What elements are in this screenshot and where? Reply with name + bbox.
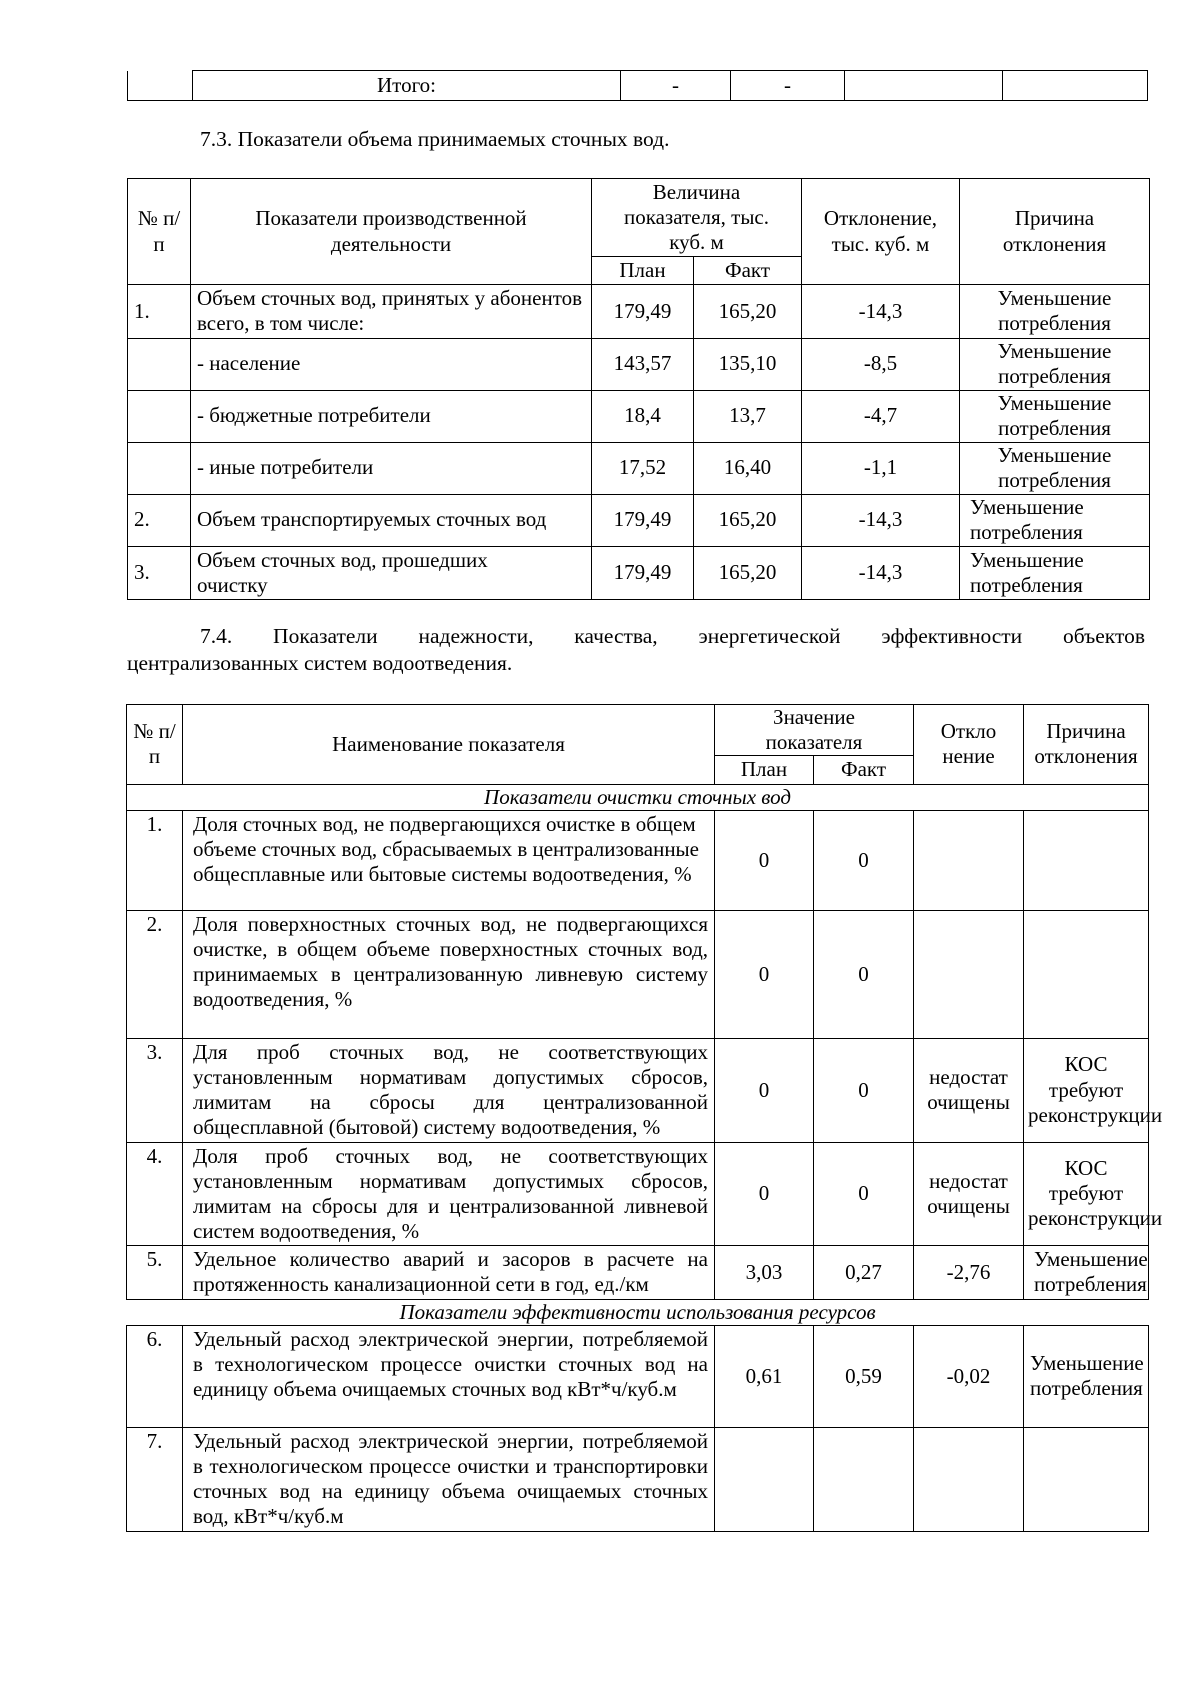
row-plan: 179,49	[592, 494, 694, 546]
row-plan: 17,52	[592, 442, 694, 494]
table-row	[127, 1246, 1149, 1299]
row-plan: 0,61	[715, 1325, 814, 1427]
header-plan: План	[592, 257, 694, 285]
table-row	[127, 1142, 1149, 1246]
row-name: Для проб сточных вод, не соответствующих установленным нормативам допустимых сбросов, лимитам на сбросы для централизованной общесплавной (бытовой) систему водоотведения, %	[183, 1038, 715, 1142]
row-name: Объем транспортируемых сточных вод	[191, 494, 592, 546]
row-fact: 0,59	[814, 1325, 914, 1427]
table-row	[128, 338, 1150, 390]
row-fact: 0	[814, 910, 914, 1038]
itogo-plan: -	[621, 71, 731, 101]
row-dev: -2,76	[914, 1246, 1024, 1299]
table-row	[128, 494, 1150, 546]
table-row	[128, 442, 1150, 494]
row-dev: -14,3	[802, 494, 960, 546]
header-value-group: Значение показателя	[715, 705, 914, 756]
row-num	[128, 338, 191, 390]
row-name: - иные потребители	[191, 442, 592, 494]
table-74	[126, 704, 1163, 1532]
row-num	[128, 442, 191, 494]
header-reason: Причина отклонения	[1024, 705, 1149, 785]
table-row	[128, 546, 1150, 599]
row-fact: 13,7	[694, 390, 802, 442]
row-plan: 0	[715, 1038, 814, 1142]
row-dev: -14,3	[802, 285, 960, 338]
row-plan: 143,57	[592, 338, 694, 390]
row-reason: Уменьшение потребления	[960, 285, 1150, 338]
row-plan: 179,49	[592, 546, 694, 599]
row-num: 3.	[128, 546, 191, 599]
row-dev: недостат очищены	[914, 1038, 1024, 1142]
table-row	[128, 390, 1150, 442]
row-plan: 0	[715, 810, 814, 910]
header-deviation: Откло нение	[914, 705, 1024, 785]
itogo-empty-cell	[128, 71, 193, 101]
row-num: 2.	[127, 910, 183, 1038]
row-dev: -8,5	[802, 338, 960, 390]
itogo-label: Итого:	[193, 71, 621, 101]
row-reason: Уменьшение потребления	[960, 494, 1150, 546]
row-reason: Уменьшение потребления	[960, 390, 1150, 442]
row-plan: 3,03	[715, 1246, 814, 1299]
row-fact: 135,10	[694, 338, 802, 390]
row-name: Удельное количество аварий и засоров в расчете на протяженность канализационной сети в год, ед./км	[183, 1246, 715, 1299]
row-reason	[1024, 810, 1149, 910]
header-num: № п/п	[128, 179, 191, 285]
row-reason: Уменьшение потребления	[1024, 1325, 1149, 1427]
header-deviation: Отклонение, тыс. куб. м	[802, 179, 960, 285]
row-num: 6.	[127, 1325, 183, 1427]
header-name: Наименование показателя	[183, 705, 715, 785]
row-dev	[914, 1427, 1024, 1531]
row-fact: 165,20	[694, 494, 802, 546]
table-row	[127, 1038, 1149, 1142]
row-fact: 0	[814, 810, 914, 910]
row-reason	[1024, 1427, 1149, 1531]
row-fact: 0	[814, 1142, 914, 1246]
row-reason	[1024, 910, 1149, 1038]
row-num: 4.	[127, 1142, 183, 1246]
row-num: 3.	[127, 1038, 183, 1142]
row-fact: 16,40	[694, 442, 802, 494]
row-fact: 165,20	[694, 285, 802, 338]
section-73-heading: 7.3. Показатели объема принимаемых сточных вод.	[200, 127, 670, 151]
itogo-reason	[1003, 71, 1148, 101]
row-fact: 165,20	[694, 546, 802, 599]
table-row	[128, 285, 1150, 338]
row-name: Удельный расход электрической энергии, потребляемой в технологическом процессе очистки сточных вод на единицу объема очищаемых сточных вод кВт*ч/куб.м	[183, 1325, 715, 1427]
table-row	[127, 1427, 1149, 1531]
row-name: - бюджетные потребители	[191, 390, 592, 442]
row-reason: Уменьшение потребления	[960, 442, 1150, 494]
row-fact: 0,27	[814, 1246, 914, 1299]
row-dev	[914, 910, 1024, 1038]
table-73	[127, 178, 1150, 600]
row-name: Доля сточных вод, не подвергающихся очистке в общем объеме сточных вод, сбрасываемых в централизованные общесплавные или бытовые системы водоотведения, %	[183, 810, 715, 910]
header-fact: Факт	[814, 756, 914, 784]
header-fact: Факт	[694, 257, 802, 285]
row-dev: -1,1	[802, 442, 960, 494]
row-reason: КОС требуют реконструкции	[1024, 1142, 1149, 1246]
row-dev: -4,7	[802, 390, 960, 442]
row-num: 5.	[127, 1246, 183, 1299]
row-plan: 0	[715, 1142, 814, 1246]
row-dev: -0,02	[914, 1325, 1024, 1427]
row-plan: 179,49	[592, 285, 694, 338]
itogo-dev	[845, 71, 1003, 101]
row-num	[128, 390, 191, 442]
section-74-heading-line2: централизованных систем водоотведения.	[127, 651, 513, 675]
row-num: 7.	[127, 1427, 183, 1531]
row-name: Доля проб сточных вод, не соответствующих установленным нормативам допустимых сбросов, лимитам на сбросы для и централизованной ливневой систем водоотведения, %	[183, 1142, 715, 1246]
row-name: - население	[191, 338, 592, 390]
itogo-table	[127, 70, 1148, 101]
row-plan: 18,4	[592, 390, 694, 442]
header-plan: План	[715, 756, 814, 784]
row-num: 1.	[128, 285, 191, 338]
row-num: 2.	[128, 494, 191, 546]
row-num: 1.	[127, 810, 183, 910]
row-plan	[715, 1427, 814, 1531]
row-name: Доля поверхностных сточных вод, не подвергающихся очистке, в общем объеме поверхностных сточных вод, принимаемых в централизованную ливневую систему водоотведения, %	[183, 910, 715, 1038]
row-dev: недостат очищены	[914, 1142, 1024, 1246]
table-row	[127, 1325, 1149, 1427]
header-indicator: Показатели производственной деятельности	[191, 179, 592, 285]
itogo-fact: -	[731, 71, 845, 101]
row-reason: Уменьшение потребления	[1024, 1246, 1149, 1299]
row-name: Объем сточных вод, принятых у абонентов всего, в том числе:	[191, 285, 592, 338]
row-fact	[814, 1427, 914, 1531]
subsection-heading: Показатели эффективности использования ресурсов	[399, 1299, 876, 1324]
row-reason: КОС требуют реконструкции	[1024, 1038, 1149, 1142]
header-num: № п/п	[127, 705, 183, 785]
subsection-heading: Показатели очистки сточных вод	[127, 784, 1149, 810]
row-fact: 0	[814, 1038, 914, 1142]
header-reason: Причина отклонения	[960, 179, 1150, 285]
row-reason: Уменьшение потребления	[960, 338, 1150, 390]
row-name: Объем сточных вод, прошедших очистку	[191, 546, 592, 599]
section-74-heading-line1: 7.4. Показатели надежности, качества, энергетической эффективности объектов	[200, 624, 1145, 648]
row-reason: Уменьшение потребления	[960, 546, 1150, 599]
table-row	[127, 810, 1149, 910]
row-dev: -14,3	[802, 546, 960, 599]
row-plan: 0	[715, 910, 814, 1038]
row-dev	[914, 810, 1024, 910]
row-name: Удельный расход электрической энергии, потребляемой в технологическом процессе очистки и транспортировки сточных вод на единицу объема очищаемых сточных вод, кВт*ч/куб.м	[183, 1427, 715, 1531]
header-value-group: Величина показателя, тыс. куб. м	[592, 179, 802, 257]
table-row	[127, 910, 1149, 1038]
